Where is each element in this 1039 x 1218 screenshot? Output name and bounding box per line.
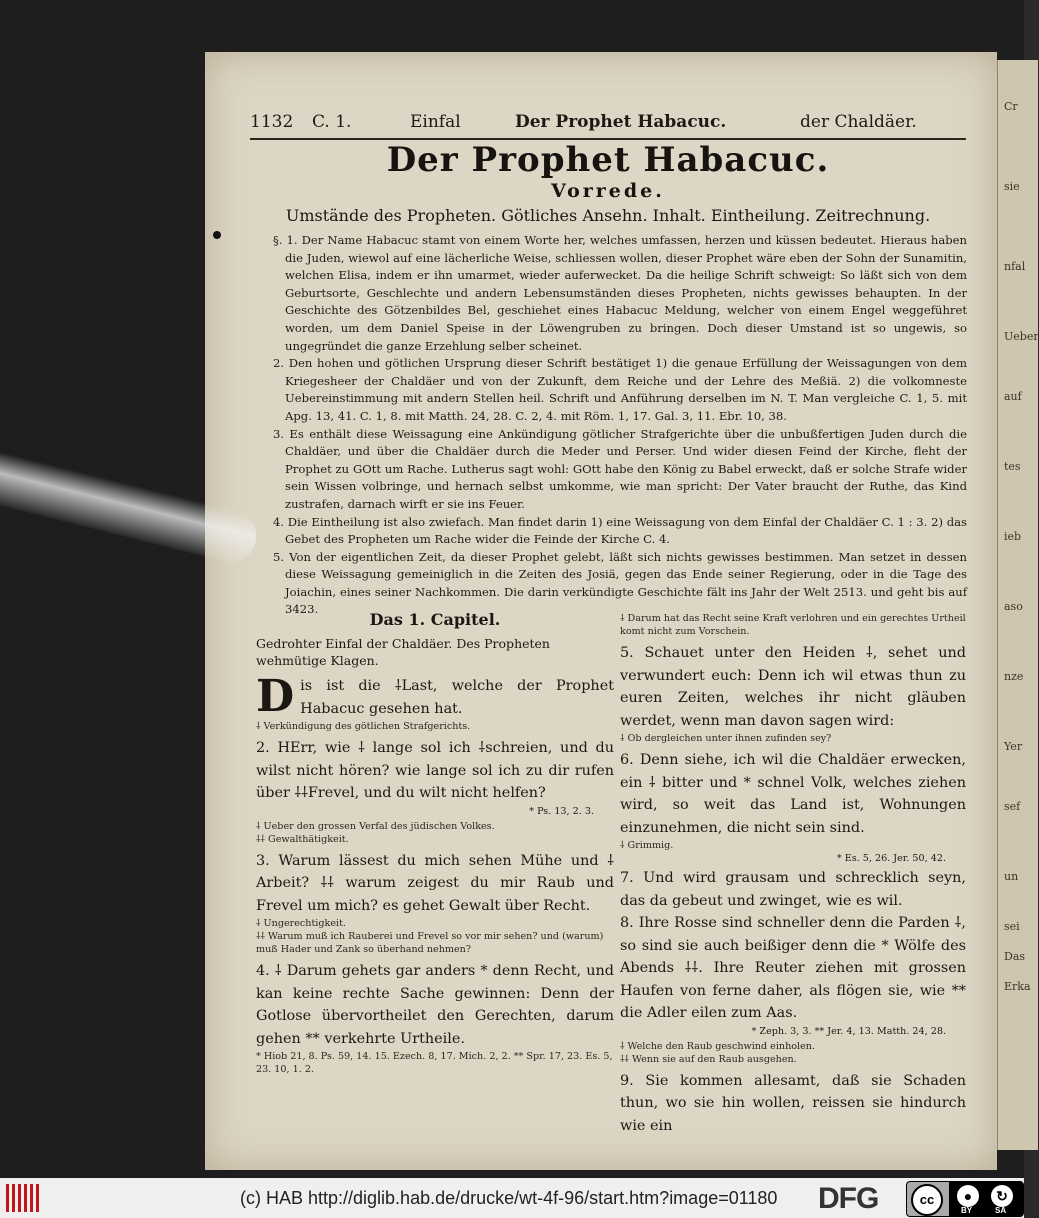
footnote: ⸸⸸ Warum muß ich Rauberei und Frevel so vor mir sehen? und (warum) muß Hader und Zank so überhand nehmen? [256,931,604,955]
adjacent-page-edge [996,60,1038,1150]
by-label: BY [961,1206,973,1215]
next-page-fragment: ieb [1004,530,1022,543]
contents-line: Umstände des Propheten. Götliches Ansehn. Inhalt. Eintheilung. Zeitrechnung. [285,206,931,225]
verse-text: is ist die ⸸Last, welche der Prophet Habacuc gesehen hat. [300,678,614,717]
footnote: ⸸⸸ Wenn sie auf den Raub ausgehen. [620,1053,797,1065]
next-page-fragment: Das [1004,950,1026,963]
footnote: ⸸ Darum hat das Recht seine Kraft verlohren und ein gerechtes Urtheil komt nicht zum Vorschein. [620,613,966,637]
preface-paragraph: §. 1. Der Name Habacuc stamt von einem Worte her, welches umfassen, herzen und küssen bedeutet. Hieraus haben die Juden, wiewol auf eine lächerliche Weise, schliessen wollen, dieser Prophet wäre eben der Sohn der Sunamitin, welchen Elisa, indem er ihn umarmet, wieder auferwecket. Da die heilige Schrift schweigt: So läßt sich von dem Geburtsorte, Geschlechte und andern Lebensumständen dieses Propheten, nichts gewisses behaupten. In der Geschichte des Götzenbildes Bel, geschiehet eines Habacuc Meldung, welcher von einem Engel weggeführet worden, um dem Daniel Speise in der Löwengruben zu bringen. Doch dieser Umstand ist so ungewis, so ungegründet die ganze Erzehlung selber scheinet. [273,233,967,353]
running-head-left-word: Einfal [410,112,461,132]
next-page-fragment: sef [1004,800,1021,813]
preface-text [273,232,967,619]
footnote: ⸸ Ungerechtigkeit. [256,918,346,929]
verse: 9. Sie kommen allesamt, daß sie Schaden thun, wo sie hin wollen, reissen sie hindurch wie ein [620,1072,966,1134]
viewer-footer [0,1178,1024,1218]
left-column [256,610,614,1080]
preface-paragraph: 5. Von der eigentlichen Zeit, da dieser Prophet gelebt, läßt sich nichts gewisses bestimmen. Man setzet in dessen diese Weissagung gemeiniglich in die Zeiten des Josiä, gegen das Ende seiner Regierung, oder in die Tage des Joiachin, eines seiner Nachkommen. Die darin verkündigte Geschichte fält ins Jahr der Welt 2513. und geht bis auf 3423. [273,549,967,617]
chapter-summary: Gedrohter Einfal der Chaldäer. Des Propheten wehmütige Klagen. [256,636,550,668]
section-subtitle: Vorrede. [551,180,665,202]
right-column [620,612,966,1137]
next-page-fragment: Cr [1004,100,1018,113]
next-page-fragment: sei [1004,920,1020,933]
binding-hole [213,231,221,239]
page-title: Der Prophet Habacuc. [386,140,830,180]
next-page-fragment: tes [1004,460,1021,473]
cross-reference: * Es. 5, 26. Jer. 50, 42. [836,853,946,864]
cross-reference: * Ps. 13, 2. 3. [529,805,594,817]
running-head-right-word: der Chaldäer. [800,112,917,132]
cc-icon: cc [911,1184,943,1216]
running-head-title: Der Prophet Habacuc. [515,112,727,132]
next-page-fragment: nfal [1004,260,1026,273]
cross-reference: * Zeph. 3, 3. ** Jer. 4, 13. Matth. 24, 28. [751,1025,946,1037]
verse [256,671,614,722]
verse: 3. Warum lässest du mich sehen Mühe und ⸸ Arbeit? ⸸⸸ warum zeigest du mir Raub und Frevel um mich? es gehet Gewalt über Recht. [256,852,614,914]
next-page-fragment: aso [1004,600,1023,613]
footnote: ⸸⸸ Gewalthätigkeit. [256,833,349,845]
drop-cap: D [256,671,295,722]
footnote: ⸸ Ueber den grossen Verfal des jüdischen Volkes. [256,820,495,832]
next-page-fragment: Ueber [1004,330,1039,343]
cc-by-sa-icon[interactable] [906,1181,1024,1217]
page-number: 1132 [250,112,294,132]
verse: 4. ⸸ Darum gehets gar anders * denn Recht, und kan keine rechte Sache gewinnen: Denn der Gotlose übervortheilet den Gerechten, darum gehen ** verkehrte Urtheile. [256,963,614,1047]
copyright-link[interactable]: (c) HAB http://diglib.hab.de/drucke/wt-4f-96/start.htm?image=01180 [240,1188,778,1208]
cross-reference: * Hiob 21, 8. Ps. 59, 14. 15. Ezech. 8, 17. Mich. 2, 2. ** Spr. 17, 23. Es. 5, 23. 10, 1. 2. [256,1051,613,1075]
verse: 8. Ihre Rosse sind schneller denn die Parden ⸸, so sind sie auch beißiger denn die * Wölfe des Abends ⸸⸸. Ihre Reuter ziehen mit grossen Haufen von ferne daher, als flögen sie, wie ** die Adler eilen zum Aas. [620,915,966,1021]
preface-paragraph: 3. Es enthält diese Weissagung eine Ankündigung götlicher Strafgerichte über die unbußfertigen Juden durch die Chaldäer, und über die Chaldäer durch die Meder und Perser. Und wider diesen Feind der Kirche, fleht der Prophet zu GOtt um Rache. Lutherus sagt wohl: GOtt habe den König zu Babel erweckt, daß er solche Strafe wider sein Wissen volbringe, und hernach selbst umkomme, wie man spricht: Der Vater braucht der Ruthe, das Kind zustrafen, darnach wirft er sie ins Feuer. [273,426,967,511]
verse: 7. Und wird grausam und schrecklich seyn, das da gebeut und zwinget, wie es wil. [620,870,966,909]
running-head-chapter: C. 1. [312,112,352,132]
hab-logo-icon [6,1184,40,1212]
person-icon: ● [957,1185,979,1207]
footnote: ⸸ Verkündigung des götlichen Strafgerichts. [256,721,471,732]
footnote: ⸸ Welche den Raub geschwind einholen. [620,1040,816,1052]
next-page-fragment: sie [1004,180,1020,193]
next-page-fragment: Yer [1004,740,1023,753]
verse: 2. HErr, wie ⸸ lange sol ich ⸸schreien, und du wilst nicht hören? wie lange sol ich zu dir rufen über ⸸⸸Frevel, und du wilt nicht helfen? [256,740,614,801]
dfg-logo-icon[interactable]: DFG [818,1182,879,1215]
verse: 5. Schauet unter den Heiden ⸸, sehet und verwundert euch: Denn ich wil etwas thun zu euren Zeiten, welches ihr nicht gläuben werdet, wenn man davon sagen wird: [620,645,966,729]
footnote: ⸸ Ob dergleichen unter ihnen zufinden sey? [620,733,832,744]
preface-paragraph: 2. Den hohen und götlichen Ursprung dieser Schrift bestätiget 1) die genaue Erfüllung der Weissagungen von dem Kriegesheer der Chaldäer und von der Zukunft, dem Reiche und der Lehre des Meßiä. 2) die volkomneste Uebereinstimmung mit andern Stellen heil. Schrift und Anführung derselben im N. T. Man vergleiche C. 1, 5. mit Apg. 13, 41. C. 1, 8. mit Matth. 24, 28. C. 2, 4. mit Röm. 1, 17. Gal. 3, 11. Ebr. 10, 38. [273,356,967,423]
preface-paragraph: 4. Die Eintheilung ist also zwiefach. Man findet darin 1) eine Weissagung von dem Einfal der Chaldäer C. 1 : 3. 2) das Gebet des Propheten um Rache wider die Feinde der Kirche C. 4. [273,514,967,547]
next-page-fragment: un [1004,870,1019,883]
running-head [250,112,966,136]
next-page-fragment: nze [1004,670,1024,683]
chapter-heading: Das 1. Capitel. [369,610,501,629]
sa-label: SA [995,1206,1007,1215]
share-alike-icon: ↻ [991,1185,1013,1207]
next-page-fragment: Erka [1004,980,1031,993]
verse: 6. Denn siehe, ich wil die Chaldäer erwecken, ein ⸸ bitter und * schnel Volk, welches ziehen wird, so weit das Land ist, Wohnungen einzunehmen, die nicht sein sind. [620,752,966,836]
footnote: ⸸ Grimmig. [620,840,674,851]
next-page-fragment: auf [1004,390,1022,403]
